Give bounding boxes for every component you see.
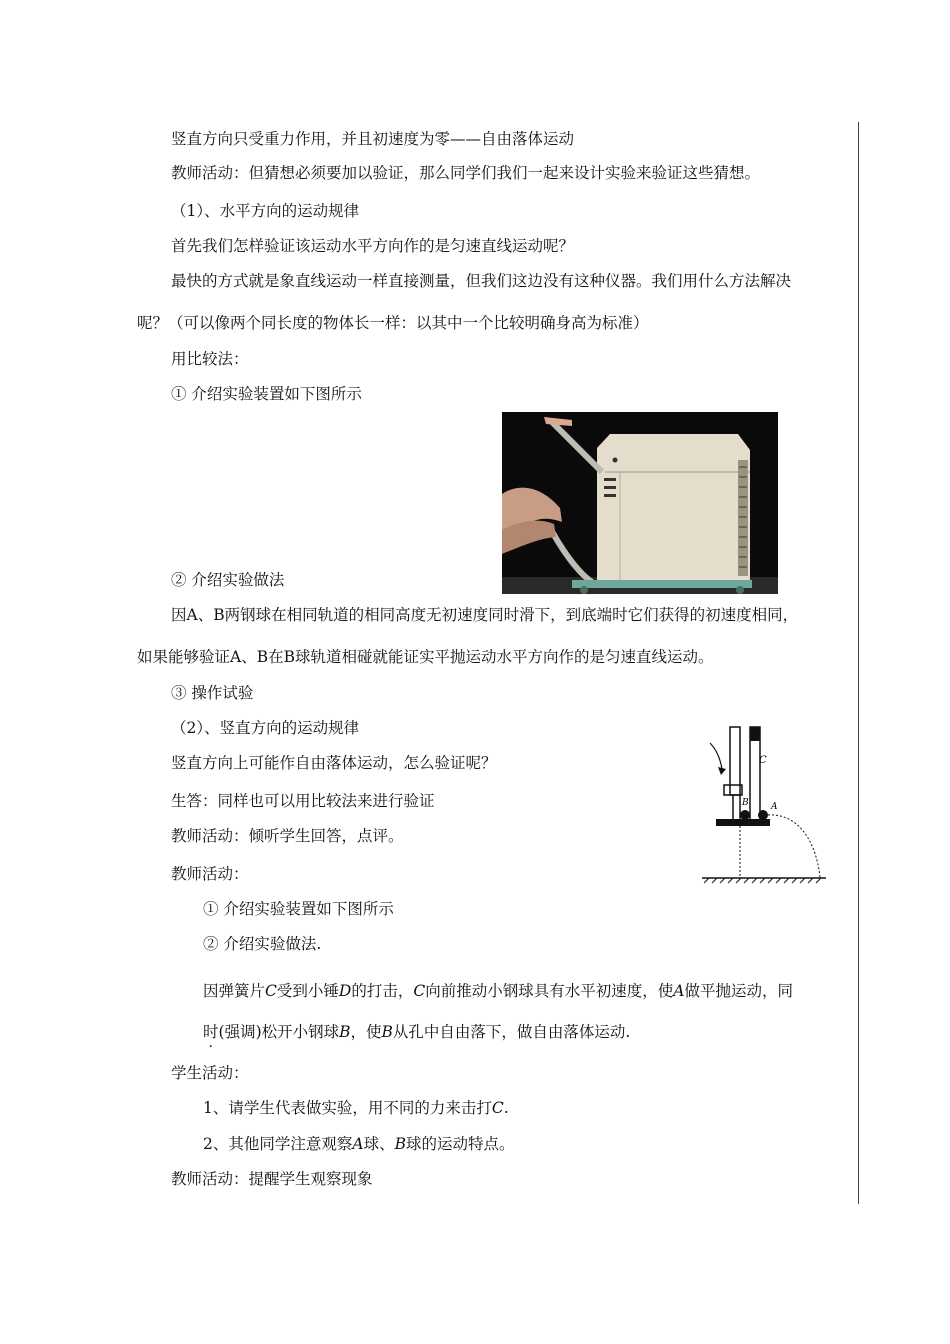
text-line: 最快的方式就是象直线运动一样直接测量，但我们这边没有这种仪器。我们用什么方法解决 (171, 272, 792, 290)
text-line: ① 介绍实验装置如下图所示 (171, 385, 362, 403)
emphasis-char: 时 (203, 1023, 219, 1041)
text-run: 向前推动小钢球具有水平初速度，使 (425, 982, 674, 1000)
text-line: 竖直方向上可能作自由落体运动，怎么验证呢？ (171, 754, 497, 772)
text-line: 因A、B两钢球在相同轨道的相同高度无初速度同时滑下，到底端时它们获得的初速度相同， (171, 606, 799, 624)
text-run: (强调)松开小钢球 (218, 1023, 340, 1041)
text-line: 教师活动： (171, 865, 249, 883)
label-a: A (771, 802, 778, 812)
text-line: 教师活动：提醒学生观察现象 (171, 1170, 373, 1188)
text-line: 教师活动：倾听学生回答，点评。 (171, 827, 404, 845)
text-run: 从孔中自由落下，做自由落体运动. (392, 1023, 631, 1041)
text-line: 教师活动：但猜想必须要加以验证，那么同学们我们一起来设计实验来验证这些猜想。 (171, 164, 761, 182)
text-run: 1、请学生代表做实验，用不同的力来击打 (203, 1099, 492, 1117)
variable-c: C (413, 982, 426, 1000)
text-run: 的打击， (351, 982, 414, 1000)
text-run: ，使 (350, 1023, 382, 1041)
variable-b: B (381, 1023, 393, 1041)
apparatus-photo (502, 412, 778, 594)
variable-b: B (339, 1023, 351, 1041)
variable-b: B (394, 1135, 406, 1153)
text-run: 2、其他同学注意观察 (203, 1135, 353, 1153)
text-line (203, 1022, 630, 1042)
text-line: 学生活动： (171, 1064, 249, 1082)
label-c: C (759, 755, 767, 766)
apparatus-diagram-drawing (700, 723, 836, 888)
text-line (203, 1134, 515, 1154)
text-line: 首先我们怎样验证该运动水平方向作的是匀速直线运动呢？ (171, 237, 575, 255)
text-run: 球的运动特点。 (405, 1135, 515, 1153)
text-line (203, 981, 793, 1001)
variable-c: C (491, 1099, 504, 1117)
text-line: 呢？（可以像两个同长度的物体长一样：以其中一个比较明确身高为标准） (137, 314, 649, 332)
text-line: ③ 操作试验 (171, 684, 254, 702)
text-line: ① 介绍实验装置如下图所示 (203, 900, 394, 918)
variable-c: C (265, 982, 277, 1000)
text-line: （2）、竖直方向的运动规律 (171, 719, 360, 737)
variable-d: D (338, 982, 352, 1000)
text-line: ② 介绍实验做法. (203, 935, 322, 953)
text-line: ② 介绍实验做法 (171, 571, 285, 589)
text-line: （1）、水平方向的运动规律 (171, 202, 360, 220)
free-fall-apparatus-diagram (700, 723, 836, 888)
apparatus-photo-drawing (502, 412, 778, 594)
text-line (203, 1098, 509, 1118)
variable-a: A (352, 1135, 364, 1153)
text-run: 球、 (363, 1135, 395, 1153)
text-run: 因弹簧片 (203, 982, 266, 1000)
text-line: 如果能够验证A、B在B球轨道相碰就能证实平抛运动水平方向作的是匀速直线运动。 (137, 648, 714, 666)
text-run: 做平抛运动，同 (684, 982, 793, 1000)
text-run: 受到小锤 (276, 982, 339, 1000)
label-b: B (742, 798, 749, 808)
table-right-border (858, 122, 859, 1204)
text-line: 生答：同样也可以用比较法来进行验证 (171, 792, 435, 810)
text-run: . (503, 1099, 509, 1117)
variable-a: A (673, 982, 685, 1000)
text-line: 用比较法： (171, 350, 249, 368)
text-line: 竖直方向只受重力作用，并且初速度为零——自由落体运动 (171, 130, 575, 148)
